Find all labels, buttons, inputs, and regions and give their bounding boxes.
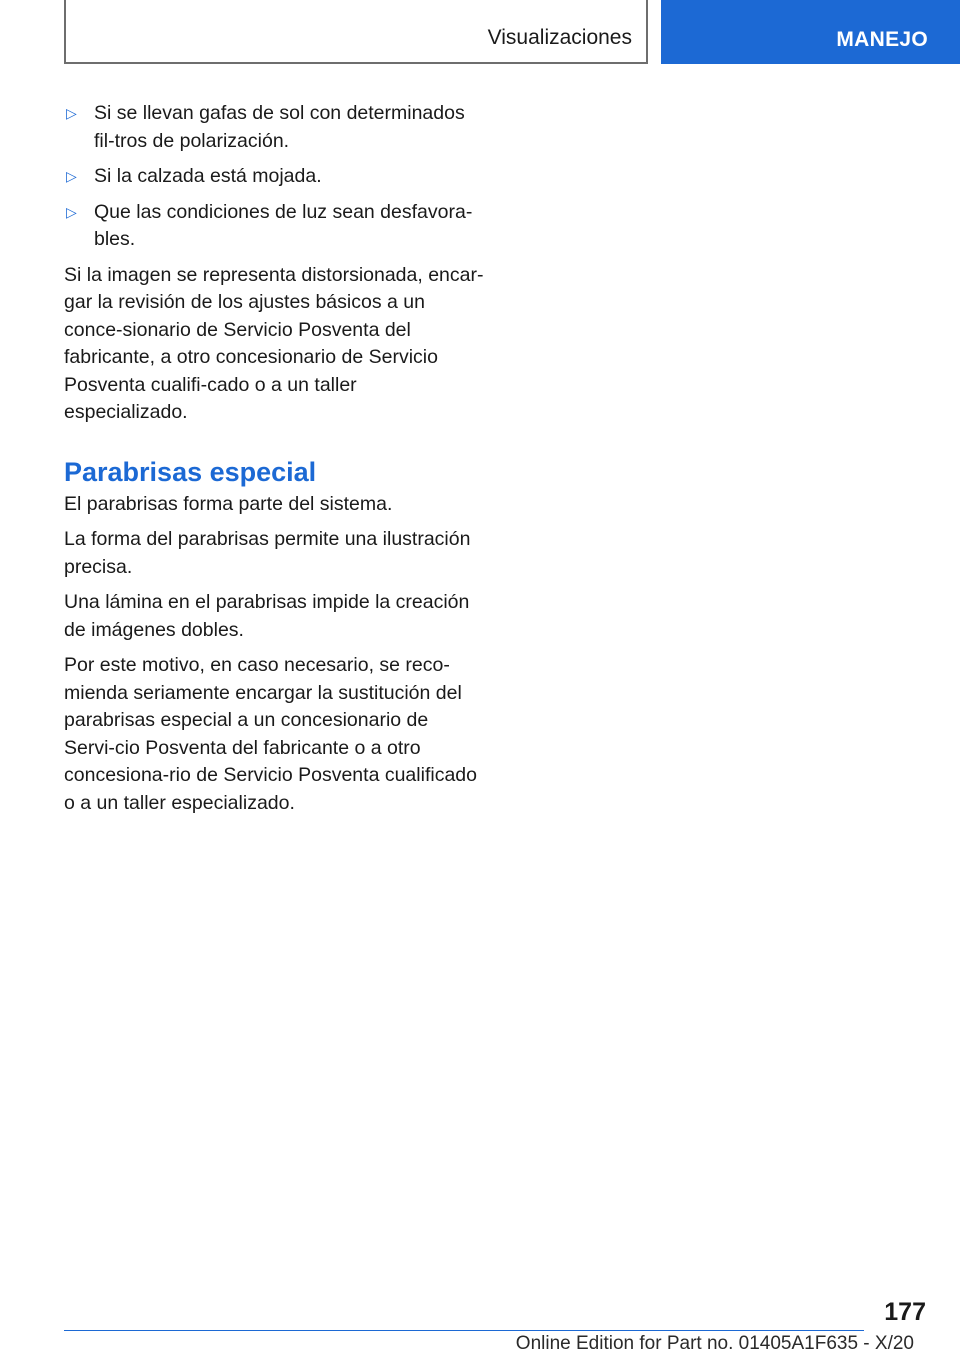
list-item-text: Si se llevan gafas de sol con determinados fil-tros de polarización.: [94, 102, 465, 152]
triangle-bullet-icon: ▷: [66, 105, 77, 121]
page-number: 177: [884, 1298, 926, 1326]
section-paragraph: Por este motivo, en caso necesario, se reco-mienda seriamente encargar la sustitución del parabrisas especial a un concesionario de Servi-cio Posventa del fabricante o a otro concesiona-rio de Servicio Posventa cualificado o a un taller especializado.: [64, 654, 477, 814]
footer-divider: [64, 1330, 864, 1331]
section-paragraph: La forma del parabrisas permite una ilustración precisa.: [64, 528, 471, 578]
bullet-list: [64, 100, 484, 254]
list-item: [64, 100, 484, 155]
section-heading: Parabrisas especial: [64, 456, 317, 487]
list-item-text: Que las condiciones de luz sean desfavora-bles.: [94, 200, 473, 250]
triangle-bullet-icon: ▷: [66, 168, 77, 184]
list-item-text: Si la calzada está mojada.: [94, 165, 322, 187]
section-paragraph: El parabrisas forma parte del sistema.: [64, 492, 393, 515]
header-chapter-tab: [661, 0, 960, 64]
header-section-box: [64, 0, 648, 64]
triangle-bullet-icon: ▷: [66, 203, 77, 220]
header-chapter-label: MANEJO: [836, 28, 928, 51]
footer-edition-text: Online Edition for Part no. 01405A1F635 - X/20: [515, 1333, 914, 1354]
list-item: [64, 163, 484, 191]
section-paragraph: Una lámina en el parabrisas impide la creación de imágenes dobles.: [64, 591, 470, 641]
page-content: [64, 100, 484, 825]
header-section-title: Visualizaciones: [487, 26, 632, 49]
list-item: [64, 199, 484, 254]
intro-paragraph: Si la imagen se representa distorsionada, encar-gar la revisión de los ajustes básicos a un conce-sionario de Servicio Posventa del fabricante, a otro concesionario de Servicio Posventa cualifi-cado o a un taller especializado.: [64, 263, 484, 423]
